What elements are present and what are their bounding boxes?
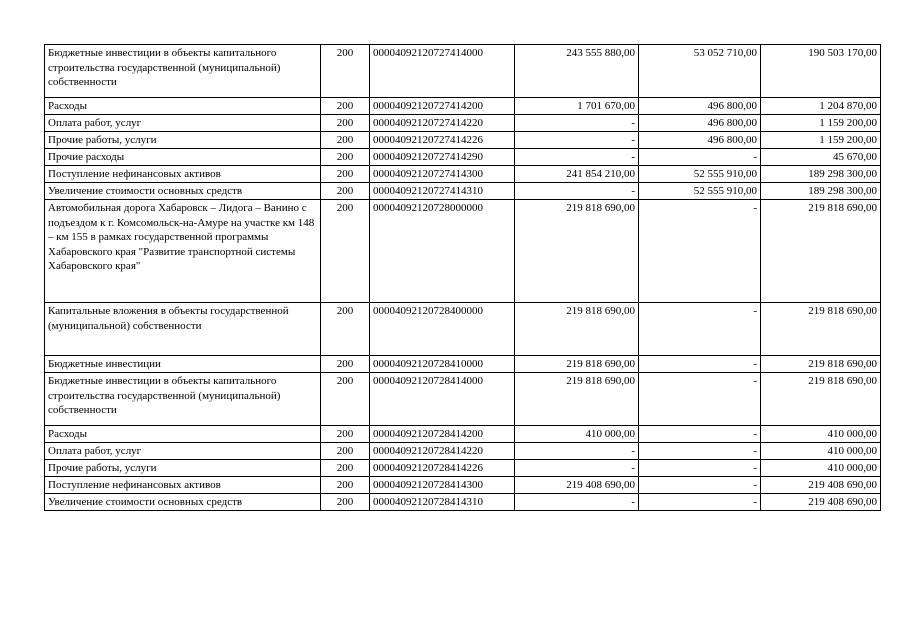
row-executed-cell: - <box>639 494 761 511</box>
row-code-cell: 200 <box>321 166 370 183</box>
row-kbk-cell: 00004092120728410000 <box>370 356 515 373</box>
row-code-cell: 200 <box>321 200 370 303</box>
row-name-cell: Бюджетные инвестиции <box>45 356 321 373</box>
table-row <box>45 303 881 356</box>
row-code-cell: 200 <box>321 303 370 356</box>
row-code-cell: 200 <box>321 356 370 373</box>
row-executed-cell: - <box>639 443 761 460</box>
row-remaining-cell: 219 818 690,00 <box>761 303 881 356</box>
row-name-cell: Поступление нефинансовых активов <box>45 166 321 183</box>
row-approved-cell: - <box>515 460 639 477</box>
row-code-cell: 200 <box>321 149 370 166</box>
row-kbk-cell: 00004092120727414220 <box>370 115 515 132</box>
table-row <box>45 460 881 477</box>
row-name-cell: Прочие работы, услуги <box>45 460 321 477</box>
row-approved-cell: 219 818 690,00 <box>515 356 639 373</box>
row-name-cell: Поступление нефинансовых активов <box>45 477 321 494</box>
row-code-cell: 200 <box>321 460 370 477</box>
row-executed-cell: - <box>639 426 761 443</box>
row-remaining-cell: 219 408 690,00 <box>761 494 881 511</box>
table-row <box>45 477 881 494</box>
row-executed-cell: - <box>639 356 761 373</box>
row-remaining-cell: 410 000,00 <box>761 426 881 443</box>
row-remaining-cell: 410 000,00 <box>761 443 881 460</box>
row-approved-cell: 410 000,00 <box>515 426 639 443</box>
row-name-cell: Автомобильная дорога Хабаровск – Лидога – Ванино с подъездом к г. Комсомольск-на-Амуре на участке км 148 – км 155 в рамках государственной программы Хабаровского края "Развитие транспортной системы Хабаровского края" <box>45 200 321 303</box>
row-code-cell: 200 <box>321 373 370 426</box>
row-code-cell: 200 <box>321 45 370 98</box>
row-approved-cell: 1 701 670,00 <box>515 98 639 115</box>
row-kbk-cell: 00004092120727414310 <box>370 183 515 200</box>
row-kbk-cell: 00004092120728414200 <box>370 426 515 443</box>
row-approved-cell: 219 408 690,00 <box>515 477 639 494</box>
row-approved-cell: 219 818 690,00 <box>515 373 639 426</box>
row-kbk-cell: 00004092120727414226 <box>370 132 515 149</box>
row-name-cell: Увеличение стоимости основных средств <box>45 183 321 200</box>
row-name-cell: Бюджетные инвестиции в объекты капитального строительства государственной (муниципальной) собственности <box>45 45 321 98</box>
row-code-cell: 200 <box>321 426 370 443</box>
row-remaining-cell: 219 818 690,00 <box>761 373 881 426</box>
row-approved-cell: - <box>515 132 639 149</box>
row-code-cell: 200 <box>321 115 370 132</box>
row-remaining-cell: 219 408 690,00 <box>761 477 881 494</box>
row-name-cell: Увеличение стоимости основных средств <box>45 494 321 511</box>
table-body <box>45 45 881 511</box>
row-approved-cell: - <box>515 443 639 460</box>
row-approved-cell: 219 818 690,00 <box>515 200 639 303</box>
row-executed-cell: 52 555 910,00 <box>639 183 761 200</box>
row-executed-cell: 496 800,00 <box>639 132 761 149</box>
row-executed-cell: - <box>639 303 761 356</box>
row-code-cell: 200 <box>321 477 370 494</box>
table-row <box>45 149 881 166</box>
row-code-cell: 200 <box>321 183 370 200</box>
table-row <box>45 443 881 460</box>
row-kbk-cell: 00004092120728400000 <box>370 303 515 356</box>
row-remaining-cell: 189 298 300,00 <box>761 183 881 200</box>
table-row <box>45 115 881 132</box>
row-kbk-cell: 00004092120727414200 <box>370 98 515 115</box>
row-approved-cell: - <box>515 494 639 511</box>
row-code-cell: 200 <box>321 443 370 460</box>
row-executed-cell: 496 800,00 <box>639 98 761 115</box>
row-kbk-cell: 00004092120728414220 <box>370 443 515 460</box>
table-row <box>45 166 881 183</box>
row-executed-cell: - <box>639 149 761 166</box>
row-approved-cell: - <box>515 115 639 132</box>
row-name-cell: Оплата работ, услуг <box>45 115 321 132</box>
row-executed-cell: - <box>639 200 761 303</box>
table-row <box>45 200 881 303</box>
row-approved-cell: 241 854 210,00 <box>515 166 639 183</box>
budget-execution-table <box>44 44 881 511</box>
row-approved-cell: 243 555 880,00 <box>515 45 639 98</box>
row-approved-cell: 219 818 690,00 <box>515 303 639 356</box>
row-kbk-cell: 00004092120728414000 <box>370 373 515 426</box>
row-code-cell: 200 <box>321 132 370 149</box>
row-name-cell: Расходы <box>45 98 321 115</box>
row-remaining-cell: 45 670,00 <box>761 149 881 166</box>
row-executed-cell: 496 800,00 <box>639 115 761 132</box>
row-name-cell: Капитальные вложения в объекты государственной (муниципальной) собственности <box>45 303 321 356</box>
row-kbk-cell: 00004092120728414300 <box>370 477 515 494</box>
row-code-cell: 200 <box>321 494 370 511</box>
row-name-cell: Расходы <box>45 426 321 443</box>
table-row <box>45 494 881 511</box>
table-row <box>45 98 881 115</box>
row-name-cell: Оплата работ, услуг <box>45 443 321 460</box>
row-executed-cell: - <box>639 477 761 494</box>
row-executed-cell: 53 052 710,00 <box>639 45 761 98</box>
row-executed-cell: 52 555 910,00 <box>639 166 761 183</box>
table-row <box>45 426 881 443</box>
row-code-cell: 200 <box>321 98 370 115</box>
row-remaining-cell: 1 159 200,00 <box>761 115 881 132</box>
table-row <box>45 132 881 149</box>
row-remaining-cell: 189 298 300,00 <box>761 166 881 183</box>
table-row <box>45 373 881 426</box>
row-name-cell: Прочие расходы <box>45 149 321 166</box>
table-row <box>45 183 881 200</box>
table-row <box>45 356 881 373</box>
row-name-cell: Бюджетные инвестиции в объекты капитального строительства государственной (муниципальной) собственности <box>45 373 321 426</box>
row-remaining-cell: 410 000,00 <box>761 460 881 477</box>
row-kbk-cell: 00004092120728000000 <box>370 200 515 303</box>
row-remaining-cell: 1 204 870,00 <box>761 98 881 115</box>
row-executed-cell: - <box>639 460 761 477</box>
row-remaining-cell: 219 818 690,00 <box>761 356 881 373</box>
row-approved-cell: - <box>515 149 639 166</box>
row-approved-cell: - <box>515 183 639 200</box>
row-remaining-cell: 1 159 200,00 <box>761 132 881 149</box>
row-kbk-cell: 00004092120728414226 <box>370 460 515 477</box>
row-kbk-cell: 00004092120728414310 <box>370 494 515 511</box>
row-name-cell: Прочие работы, услуги <box>45 132 321 149</box>
row-remaining-cell: 219 818 690,00 <box>761 200 881 303</box>
row-remaining-cell: 190 503 170,00 <box>761 45 881 98</box>
row-kbk-cell: 00004092120727414300 <box>370 166 515 183</box>
row-executed-cell: - <box>639 373 761 426</box>
row-kbk-cell: 00004092120727414290 <box>370 149 515 166</box>
row-kbk-cell: 00004092120727414000 <box>370 45 515 98</box>
table-row <box>45 45 881 98</box>
